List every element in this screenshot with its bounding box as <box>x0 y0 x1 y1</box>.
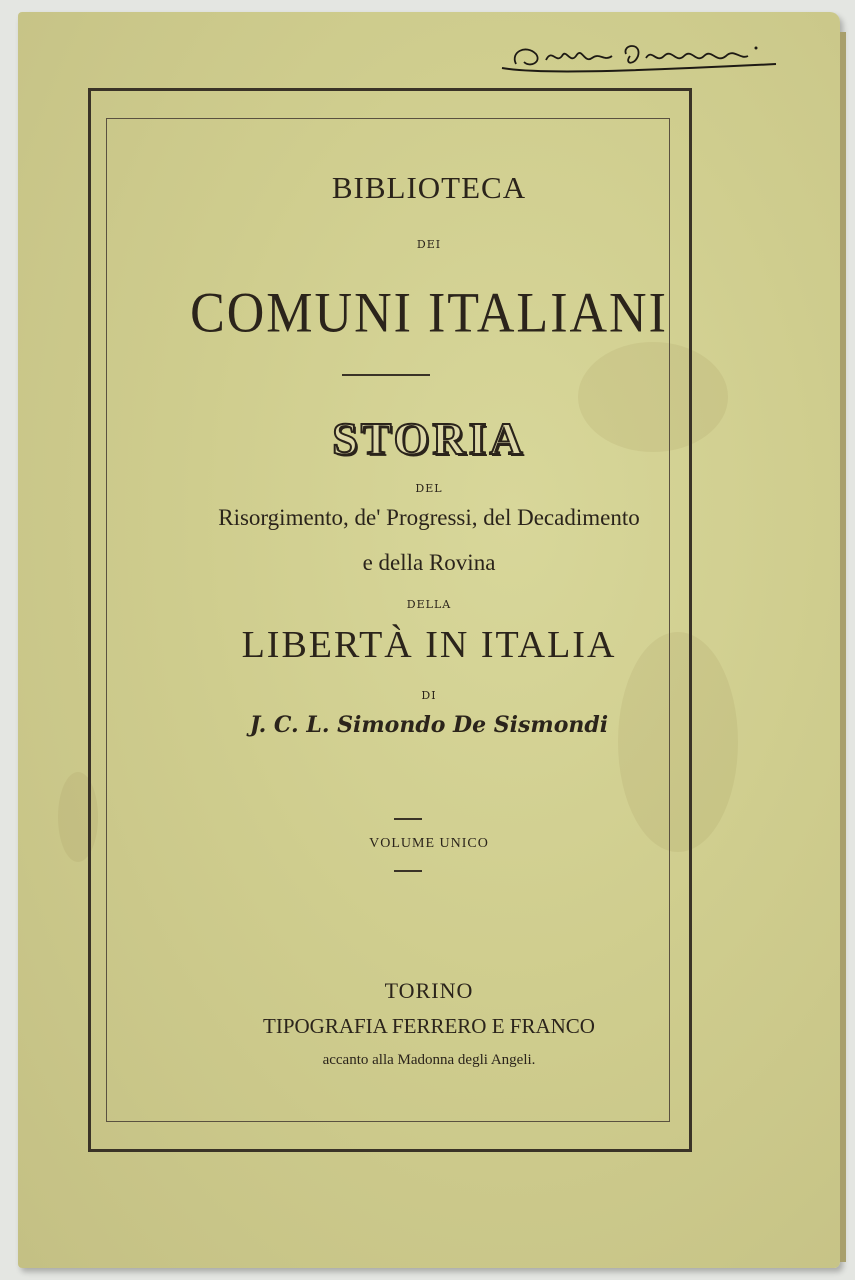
book-title: STORIA <box>332 413 526 464</box>
divider-rule <box>342 374 430 376</box>
author-name: J. C. L. Simondo De Sismondi <box>249 712 609 738</box>
publication-city: TORINO <box>384 978 474 1003</box>
inner-border-frame <box>106 118 670 1122</box>
volume-label: VOLUME UNICO <box>369 836 489 851</box>
signature-drawing <box>496 34 786 80</box>
page-edge <box>840 32 846 1262</box>
subtitle-line1: Risorgimento, de' Progressi, del Decadimento <box>218 505 640 530</box>
series-title-line2: COMUNI ITALIANI <box>190 282 668 345</box>
divider-rule <box>394 870 422 872</box>
publisher-address: accanto alla Madonna degli Angeli. <box>322 1052 536 1068</box>
publisher-name: TIPOGRAFIA FERRERO E FRANCO <box>263 1014 595 1038</box>
author-connector: DI <box>421 689 437 702</box>
handwritten-signature <box>496 34 786 80</box>
subtitle-connector: DELLA <box>406 598 452 611</box>
main-subject: LIBERTÀ IN ITALIA <box>241 624 617 666</box>
subtitle-line2: e della Rovina <box>362 550 496 575</box>
series-connector: DEI <box>416 238 442 251</box>
book-cover <box>18 12 840 1268</box>
series-title-line1: BIBLIOTECA <box>331 170 527 205</box>
divider-rule <box>394 818 422 820</box>
title-connector: DEL <box>415 482 443 495</box>
